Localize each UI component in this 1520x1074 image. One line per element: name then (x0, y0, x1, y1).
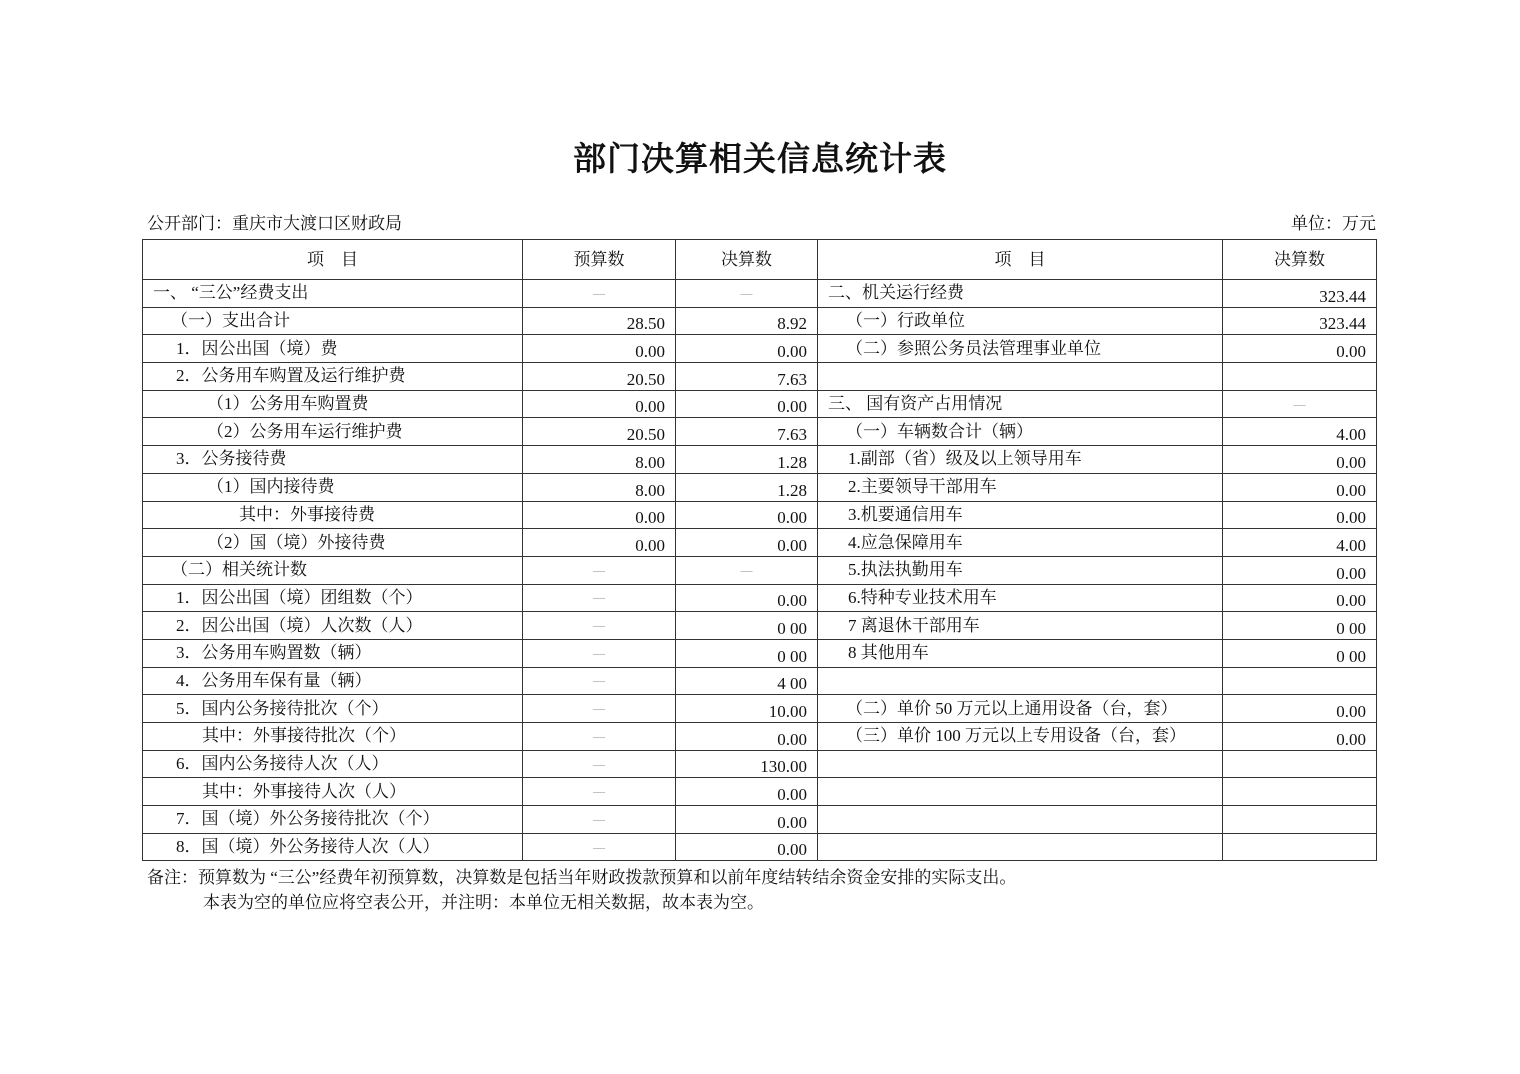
right-final-cell: — (1223, 390, 1377, 418)
table-row (143, 639, 1377, 667)
table-row (143, 280, 1377, 308)
left-item-cell: （1）国内接待费 (143, 473, 523, 501)
right-item-cell: 3.机要通信用车 (818, 501, 1223, 529)
right-final-cell: 0.00 (1223, 335, 1377, 363)
right-final-cell: 0.00 (1223, 556, 1377, 584)
right-item-cell: （二）单价 50 万元以上通用设备（台，套） (818, 695, 1223, 723)
left-item-cell: 其中：外事接待费 (143, 501, 523, 529)
right-item-cell: 7 离退休干部用车 (818, 612, 1223, 640)
right-item-cell: 8 其他用车 (818, 639, 1223, 667)
table-row (143, 446, 1377, 474)
left-final-cell: 0 00 (676, 612, 818, 640)
budget-cell: — (523, 723, 676, 751)
budget-cell: 0.00 (523, 390, 676, 418)
left-final-cell: 8.92 (676, 307, 818, 335)
left-final-cell: 10.00 (676, 695, 818, 723)
budget-cell: — (523, 750, 676, 778)
right-item-cell: 1.副部（省）级及以上领导用车 (818, 446, 1223, 474)
right-item-cell: 6.特种专业技术用车 (818, 584, 1223, 612)
right-final-cell: 4.00 (1223, 529, 1377, 557)
table-row (143, 778, 1377, 806)
right-item-cell: 三、 国有资产占用情况 (818, 390, 1223, 418)
budget-cell: 8.00 (523, 446, 676, 474)
budget-cell: 0.00 (523, 501, 676, 529)
left-item-cell: 其中：外事接待批次（个） (143, 723, 523, 751)
right-item-cell: （二）参照公务员法管理事业单位 (818, 335, 1223, 363)
table-row (143, 667, 1377, 695)
budget-cell: 0.00 (523, 529, 676, 557)
header-row (143, 240, 1377, 280)
table-row (143, 612, 1377, 640)
header-final-left: 决算数 (676, 240, 818, 280)
left-item-cell: 2．公务用车购置及运行维护费 (143, 363, 523, 391)
table-row (143, 806, 1377, 834)
statistics-table (142, 239, 1377, 861)
left-final-cell: 0.00 (676, 529, 818, 557)
left-item-cell: 5．国内公务接待批次（个） (143, 695, 523, 723)
left-final-cell: — (676, 280, 818, 308)
table-row (143, 307, 1377, 335)
right-final-cell (1223, 667, 1377, 695)
budget-cell: — (523, 556, 676, 584)
table-row (143, 390, 1377, 418)
table-row (143, 363, 1377, 391)
right-item-cell: 2.主要领导干部用车 (818, 473, 1223, 501)
budget-cell: — (523, 806, 676, 834)
header-budget: 预算数 (523, 240, 676, 280)
budget-cell: — (523, 280, 676, 308)
right-item-cell (818, 806, 1223, 834)
left-final-cell: — (676, 556, 818, 584)
budget-cell: — (523, 778, 676, 806)
table-row (143, 723, 1377, 751)
right-item-cell: 二、机关运行经费 (818, 280, 1223, 308)
right-item-cell: （一）车辆数合计（辆） (818, 418, 1223, 446)
left-item-cell: 1．因公出国（境）费 (143, 335, 523, 363)
note-line-1: 备注：预算数为 “三公”经费年初预算数，决算数是包括当年财政拨款预算和以前年度结转结余资金安排的实际支出。 (147, 868, 1017, 887)
budget-cell: — (523, 833, 676, 861)
left-final-cell: 0.00 (676, 833, 818, 861)
table-row (143, 584, 1377, 612)
budget-cell: 20.50 (523, 363, 676, 391)
right-item-cell: （一）行政单位 (818, 307, 1223, 335)
right-item-cell: 5.执法执勤用车 (818, 556, 1223, 584)
right-final-cell: 0.00 (1223, 446, 1377, 474)
right-final-cell: 0 00 (1223, 639, 1377, 667)
notes (147, 865, 1016, 915)
left-final-cell: 7.63 (676, 418, 818, 446)
left-item-cell: 3．公务用车购置数（辆） (143, 639, 523, 667)
left-item-cell: 一、 “三公”经费支出 (143, 280, 523, 308)
left-final-cell: 0 00 (676, 639, 818, 667)
right-item-cell (818, 778, 1223, 806)
right-item-cell (818, 750, 1223, 778)
right-final-cell: 0.00 (1223, 695, 1377, 723)
left-item-cell: 8．国（境）外公务接待人次（人） (143, 833, 523, 861)
table-row (143, 418, 1377, 446)
budget-cell: — (523, 584, 676, 612)
left-item-cell: 7．国（境）外公务接待批次（个） (143, 806, 523, 834)
left-final-cell: 7.63 (676, 363, 818, 391)
budget-cell: 28.50 (523, 307, 676, 335)
right-final-cell (1223, 806, 1377, 834)
left-item-cell: 1．因公出国（境）团组数（个） (143, 584, 523, 612)
left-final-cell: 0.00 (676, 584, 818, 612)
table-row (143, 335, 1377, 363)
note-line-2: 本表为空的单位应将空表公开，并注明：本单位无相关数据，故本表为空。 (203, 893, 764, 912)
left-item-cell: 其中：外事接待人次（人） (143, 778, 523, 806)
table-row (143, 556, 1377, 584)
header-item-right: 项 目 (818, 240, 1223, 280)
left-item-cell: 4．公务用车保有量（辆） (143, 667, 523, 695)
right-final-cell: 0.00 (1223, 473, 1377, 501)
header-final-right: 决算数 (1223, 240, 1377, 280)
left-final-cell: 4 00 (676, 667, 818, 695)
table-row (143, 473, 1377, 501)
left-item-cell: （一）支出合计 (143, 307, 523, 335)
right-final-cell (1223, 363, 1377, 391)
left-item-cell: 3．公务接待费 (143, 446, 523, 474)
right-item-cell (818, 833, 1223, 861)
table-header (143, 240, 1377, 280)
right-final-cell: 323.44 (1223, 307, 1377, 335)
budget-cell: 20.50 (523, 418, 676, 446)
left-final-cell: 0.00 (676, 335, 818, 363)
left-final-cell: 0.00 (676, 390, 818, 418)
budget-cell: — (523, 639, 676, 667)
right-final-cell: 0 00 (1223, 612, 1377, 640)
right-final-cell (1223, 778, 1377, 806)
budget-cell: 0.00 (523, 335, 676, 363)
right-item-cell (818, 667, 1223, 695)
left-item-cell: 2．因公出国（境）人次数（人） (143, 612, 523, 640)
budget-cell: 8.00 (523, 473, 676, 501)
right-final-cell (1223, 833, 1377, 861)
left-final-cell: 0.00 (676, 778, 818, 806)
table-row (143, 529, 1377, 557)
left-final-cell: 0.00 (676, 501, 818, 529)
left-final-cell: 0.00 (676, 806, 818, 834)
right-final-cell (1223, 750, 1377, 778)
left-final-cell: 0.00 (676, 723, 818, 751)
budget-cell: — (523, 612, 676, 640)
right-item-cell: （三）单价 100 万元以上专用设备（台，套） (818, 723, 1223, 751)
table-row (143, 695, 1377, 723)
department-label: 公开部门：重庆市大渡口区财政局 (147, 214, 402, 233)
table-body (143, 280, 1377, 861)
right-final-cell: 4.00 (1223, 418, 1377, 446)
table-row (143, 501, 1377, 529)
budget-cell: — (523, 667, 676, 695)
right-final-cell: 0.00 (1223, 501, 1377, 529)
left-item-cell: （2）国（境）外接待费 (143, 529, 523, 557)
left-item-cell: 6．国内公务接待人次（人） (143, 750, 523, 778)
left-item-cell: （二）相关统计数 (143, 556, 523, 584)
right-final-cell: 323.44 (1223, 280, 1377, 308)
table-row (143, 750, 1377, 778)
right-item-cell (818, 363, 1223, 391)
left-final-cell: 130.00 (676, 750, 818, 778)
right-item-cell: 4.应急保障用车 (818, 529, 1223, 557)
left-final-cell: 1.28 (676, 473, 818, 501)
right-final-cell: 0.00 (1223, 723, 1377, 751)
left-final-cell: 1.28 (676, 446, 818, 474)
left-item-cell: （1）公务用车购置费 (143, 390, 523, 418)
unit-label: 单位：万元 (1291, 214, 1376, 233)
budget-cell: — (523, 695, 676, 723)
right-final-cell: 0.00 (1223, 584, 1377, 612)
header-item-left: 项 目 (143, 240, 523, 280)
left-item-cell: （2）公务用车运行维护费 (143, 418, 523, 446)
table-row (143, 833, 1377, 861)
page-title: 部门决算相关信息统计表 (573, 142, 947, 178)
